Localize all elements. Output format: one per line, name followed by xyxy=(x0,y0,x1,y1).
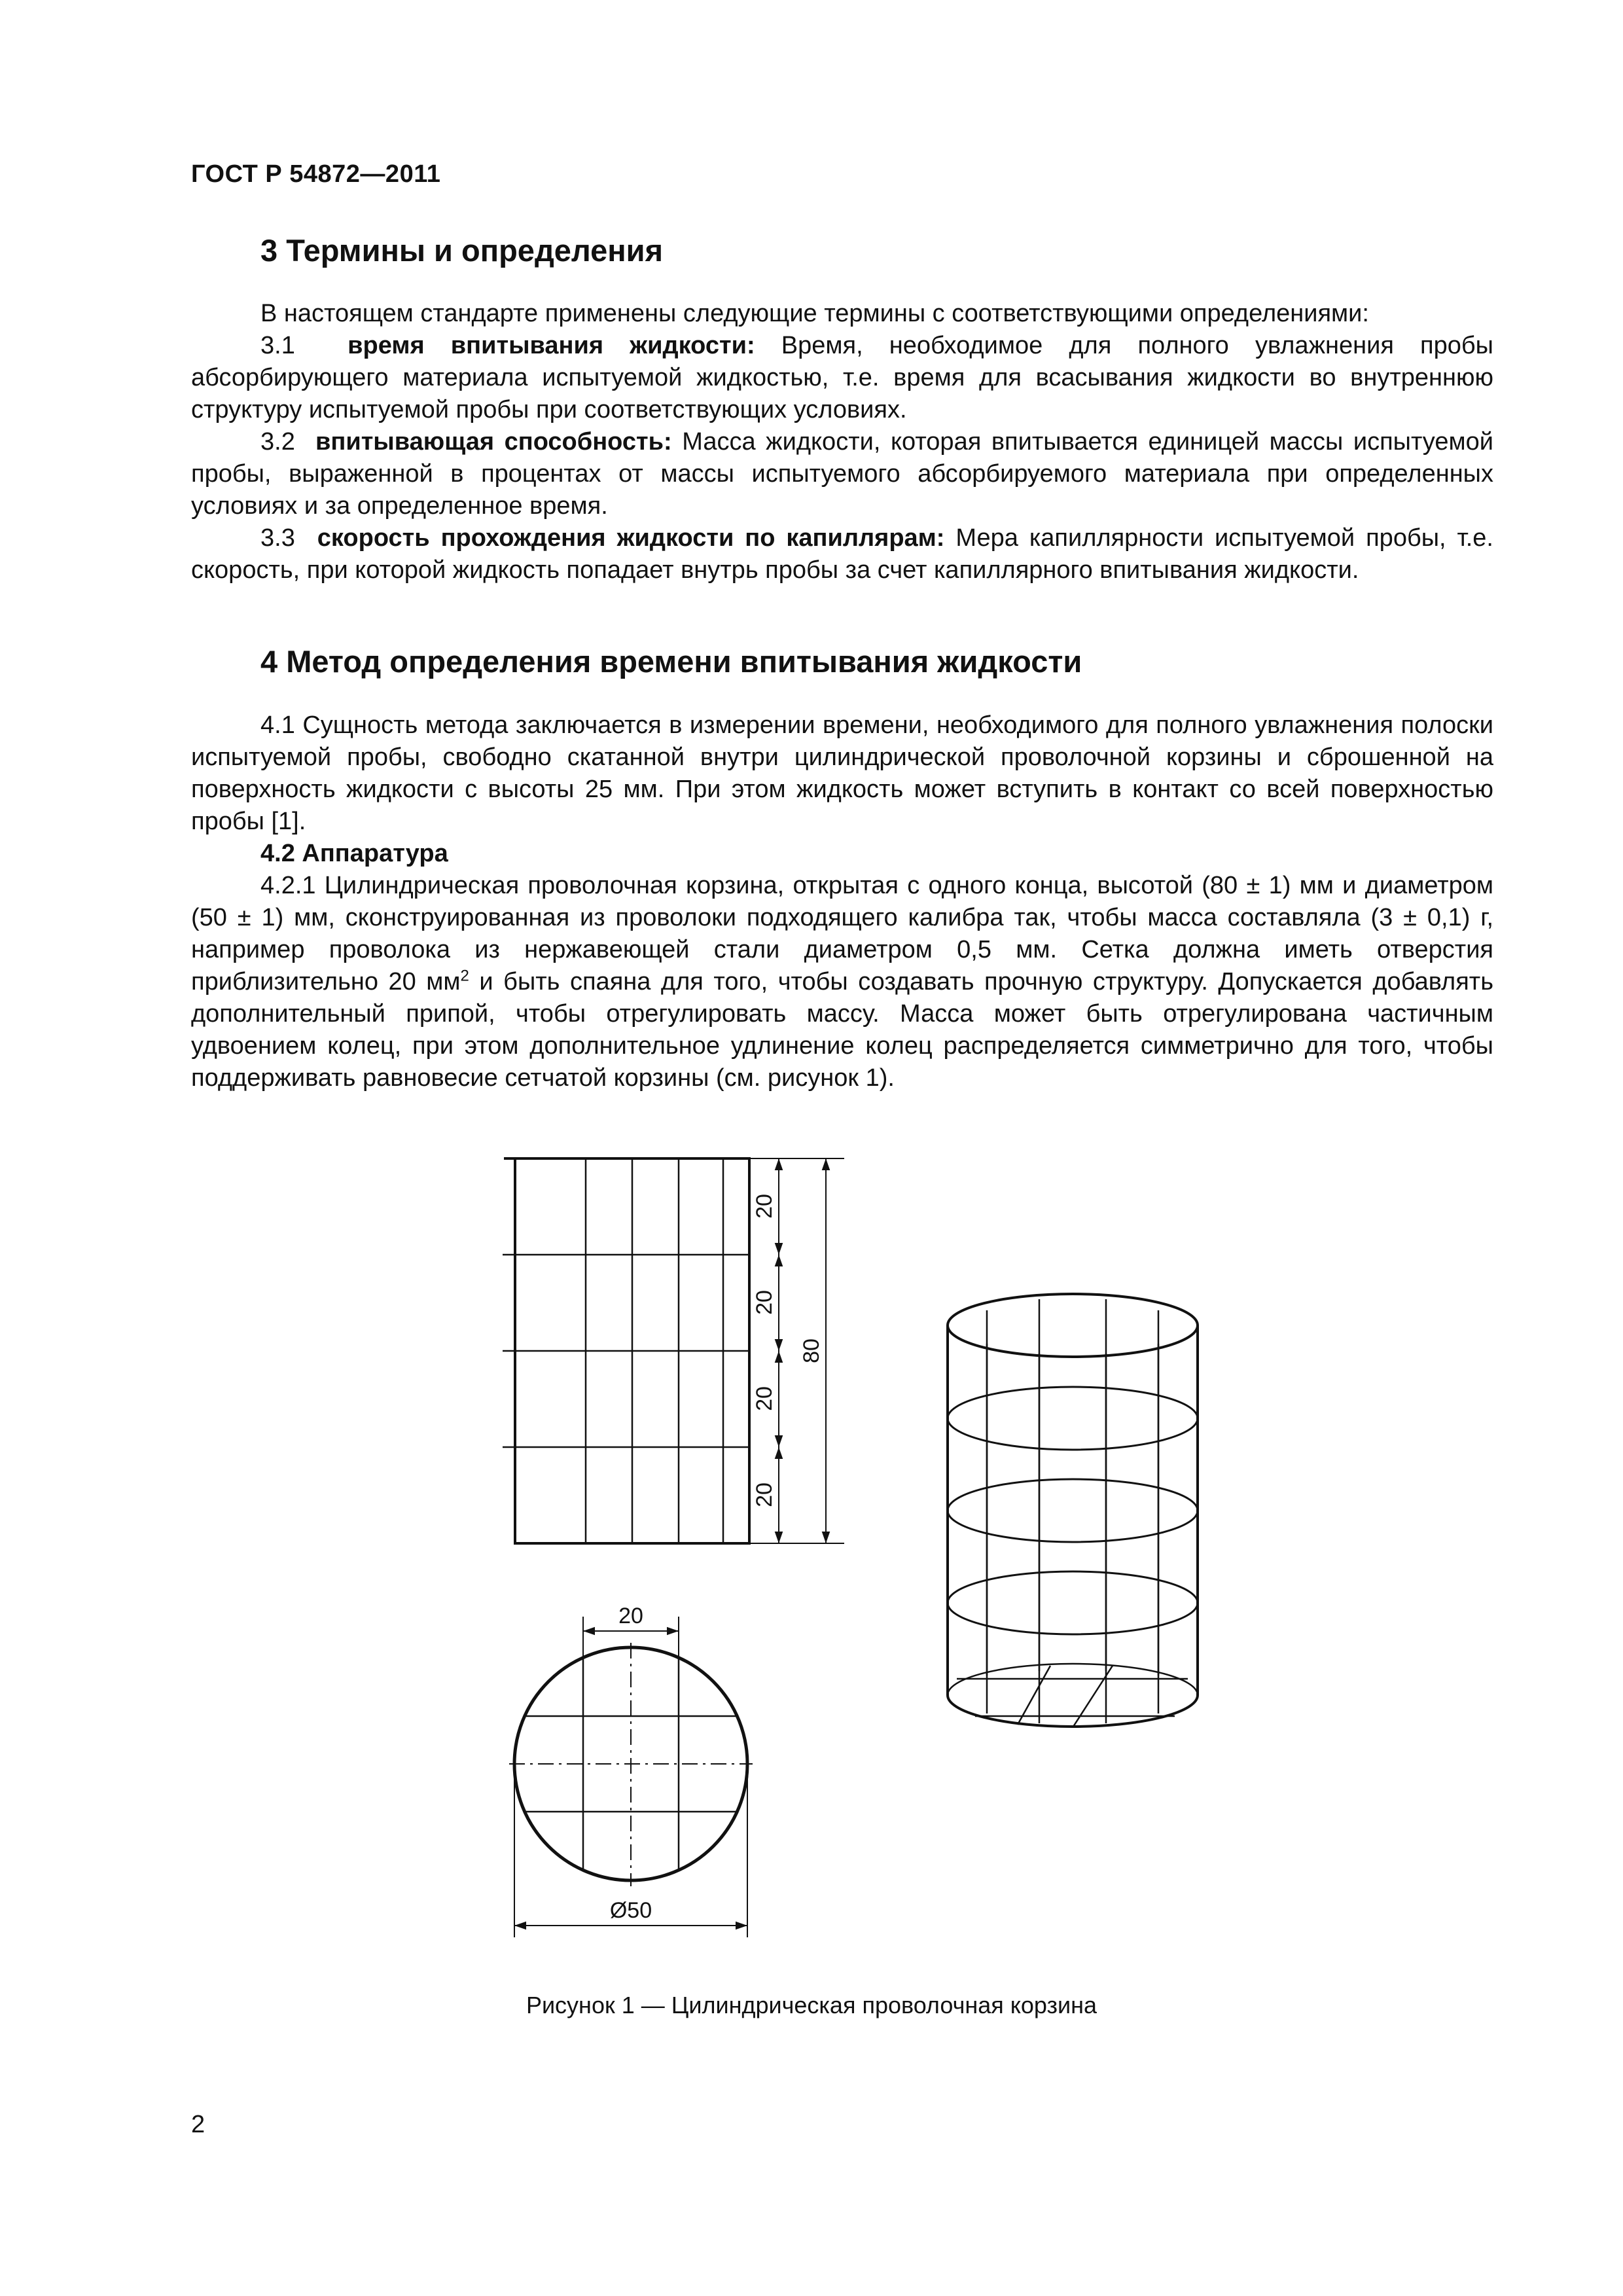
dim-total: 80 xyxy=(799,1338,824,1363)
definition-text: Масса жидкости, которая впитывается единицей массы испытуемой пробы, выраженной в процентах от массы испытуемого абсорбируемого материала при определенных условиях и за определенное время. xyxy=(191,428,1493,520)
definition-number: 3.3 xyxy=(260,524,295,552)
dim-seg-3: 20 xyxy=(752,1386,777,1411)
basket-top-view xyxy=(504,1617,759,1937)
definition-number: 3.1 xyxy=(260,332,295,359)
paragraph-4-2-1: 4.2.1 Цилиндрическая проволочная корзина, открытая с одного конца, высотой (80 ± 1) мм и диаметром (50 ± 1) мм, сконструированная из проволоки подходящего калибра так, чтобы масса составляла (3 ± 0,1) г, например проволока из нержавеющей стали диаметром 0,5 мм. Сетка должна иметь отверстия приблизительно 20 $мм^2$ и быть спаяна для того, чтобы создавать прочную структуру. Допускается добавлять дополнительный припой, чтобы отрегулировать массу. Масса может быть отрегулирована частичным удвоением колец, при этом дополнительное удлинение колец распределяется симметрично для того, чтобы поддерживать равновесие сетчатой корзины (см. рисунок 1). xyxy=(191,872,1493,1092)
subsection-4-2-title: 4.2 Аппаратура xyxy=(260,840,448,867)
dim-top-width: 20 xyxy=(618,1604,643,1628)
section-3-intro: В настоящем стандарте применены следующие термины с соответствующими определениями: xyxy=(260,300,1369,327)
dim-diameter: Ø50 xyxy=(609,1898,652,1923)
page-number: 2 xyxy=(191,2111,205,2138)
dim-seg-1: 20 xyxy=(752,1194,777,1219)
definition-term: время впитывания жидкости: xyxy=(348,332,755,359)
definition-number: 3.2 xyxy=(260,428,295,456)
basket-isometric-view xyxy=(948,1294,1198,1727)
document-header: ГОСТ Р 54872—2011 xyxy=(191,160,441,188)
definition-text: Мера капиллярности испытуемой пробы, т.е. скорость, при которой жидкость попадает внутрь пробы за счет капиллярного впитывания жидкости. xyxy=(191,524,1493,584)
dim-seg-2: 20 xyxy=(752,1290,777,1315)
paragraph-4-1: 4.1 Сущность метода заключается в измерении времени, необходимого для полного увлажнения полоски испытуемой пробы, свободно скатанной внутри цилиндрической проволочной корзины и сброшенной на поверхность жидкости с высоты 25 мм. При этом жидкость может вступить в контакт со всей поверхностью пробы [1]. xyxy=(191,711,1493,835)
section-4-title: 4 Метод определения времени впитывания жидкости xyxy=(260,644,1082,679)
basket-side-view xyxy=(503,1158,749,1543)
definition-text: Время, необходимое для полного увлажнения пробы абсорбирующего материала испытуемой жидкостью, т.е. время для всасывания жидкости во внутреннюю структуру испытуемой пробы при соответствующих условиях. xyxy=(191,332,1493,423)
section-3-title: 3 Термины и определения xyxy=(260,233,663,268)
definition-term: скорость прохождения жидкости по капиллярам: xyxy=(317,524,945,552)
definition-term: впитывающая способность: xyxy=(315,428,672,456)
dim-seg-4: 20 xyxy=(752,1482,777,1507)
figure-caption: Рисунок 1 — Цилиндрическая проволочная корзина xyxy=(526,1992,1097,2018)
